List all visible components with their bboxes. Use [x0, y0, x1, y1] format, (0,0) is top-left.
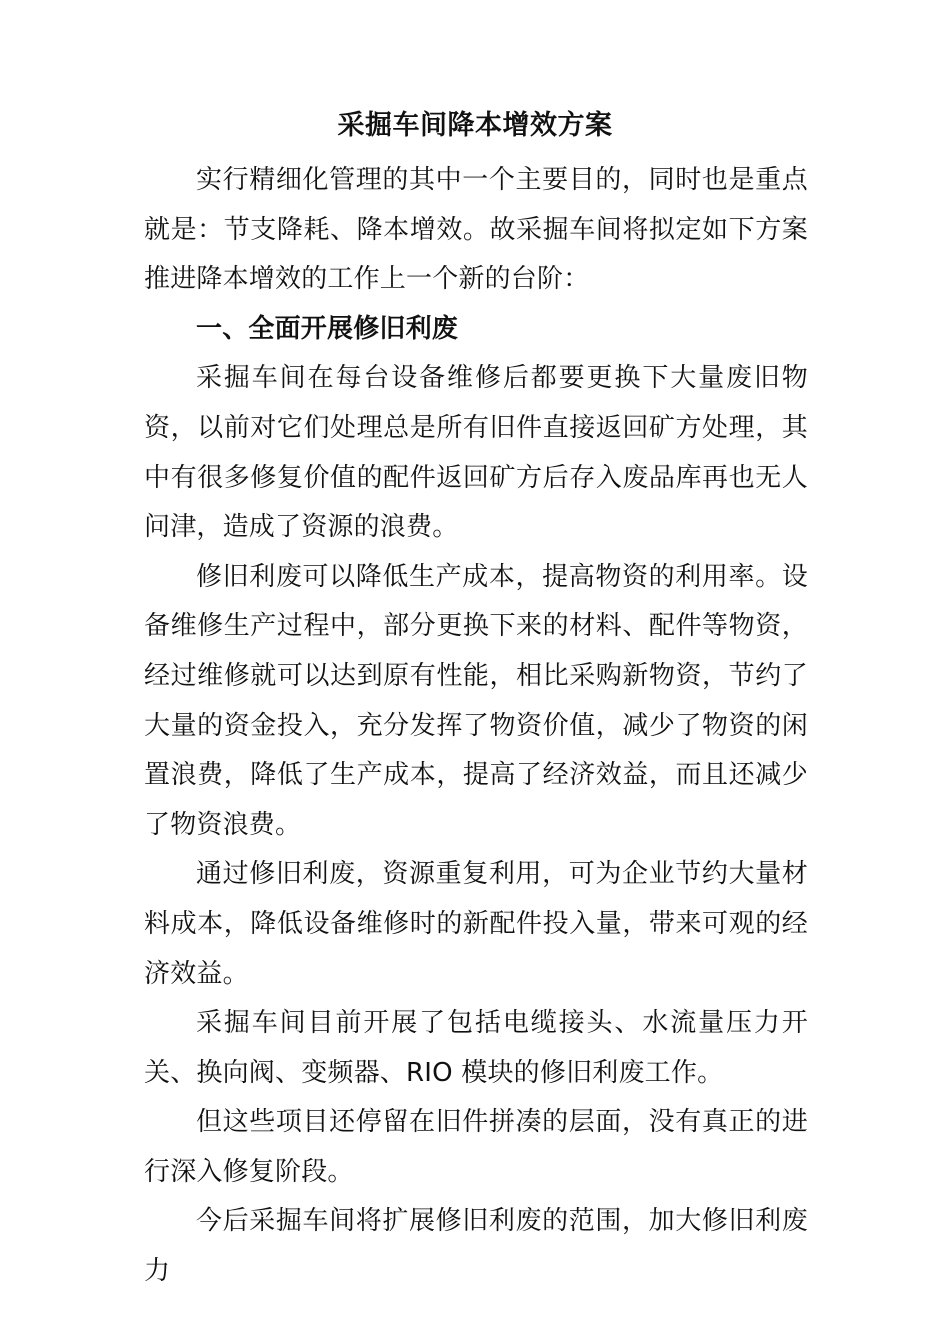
paragraph-reuse-benefits: 通过修旧利废，资源重复利用，可为企业节约大量材料成本，降低设备维修时的新配件投入量，带来可观的经济效益。	[144, 859, 808, 989]
paragraph-current-limitation: 但这些项目还停留在旧件拼凑的层面，没有真正的进行深入修复阶段。	[144, 1107, 808, 1187]
paragraph-current-projects: 采掘车间目前开展了包括电缆接头、水流量压力开关、换向阀、变频器、RIO 模块的修旧利废工作。	[144, 1008, 808, 1088]
paragraph-intro: 实行精细化管理的其中一个主要目的，同时也是重点就是：节支降耗、降本增效。故采掘车间将拟定如下方案推进降本增效的工作上一个新的台阶：	[144, 165, 808, 295]
paragraph-cost-reduction: 修旧利废可以降低生产成本，提高物资的利用率。设备维修生产过程中，部分更换下来的材料、配件等物资，经过维修就可以达到原有性能，相比采购新物资，节约了大量的资金投入，充分发挥了物资价值，减少了物资的闲置浪费，降低了生产成本，提高了经济效益，而且还减少了物资浪费。	[144, 561, 808, 840]
paragraph-waste-materials: 采掘车间在每台设备维修后都要更换下大量废旧物资，以前对它们处理总是所有旧件直接返回矿方处理，其中有很多修复价值的配件返回矿方后存入废品库再也无人问津，造成了资源的浪费。	[144, 363, 808, 543]
document-body	[144, 156, 808, 1297]
document-title: 采掘车间降本增效方案	[337, 110, 613, 141]
section-heading-1: 一、全面开展修旧利废	[196, 313, 459, 344]
paragraph-future-plan: 今后采掘车间将扩展修旧利废的范围，加大修旧利废力	[144, 1206, 808, 1287]
